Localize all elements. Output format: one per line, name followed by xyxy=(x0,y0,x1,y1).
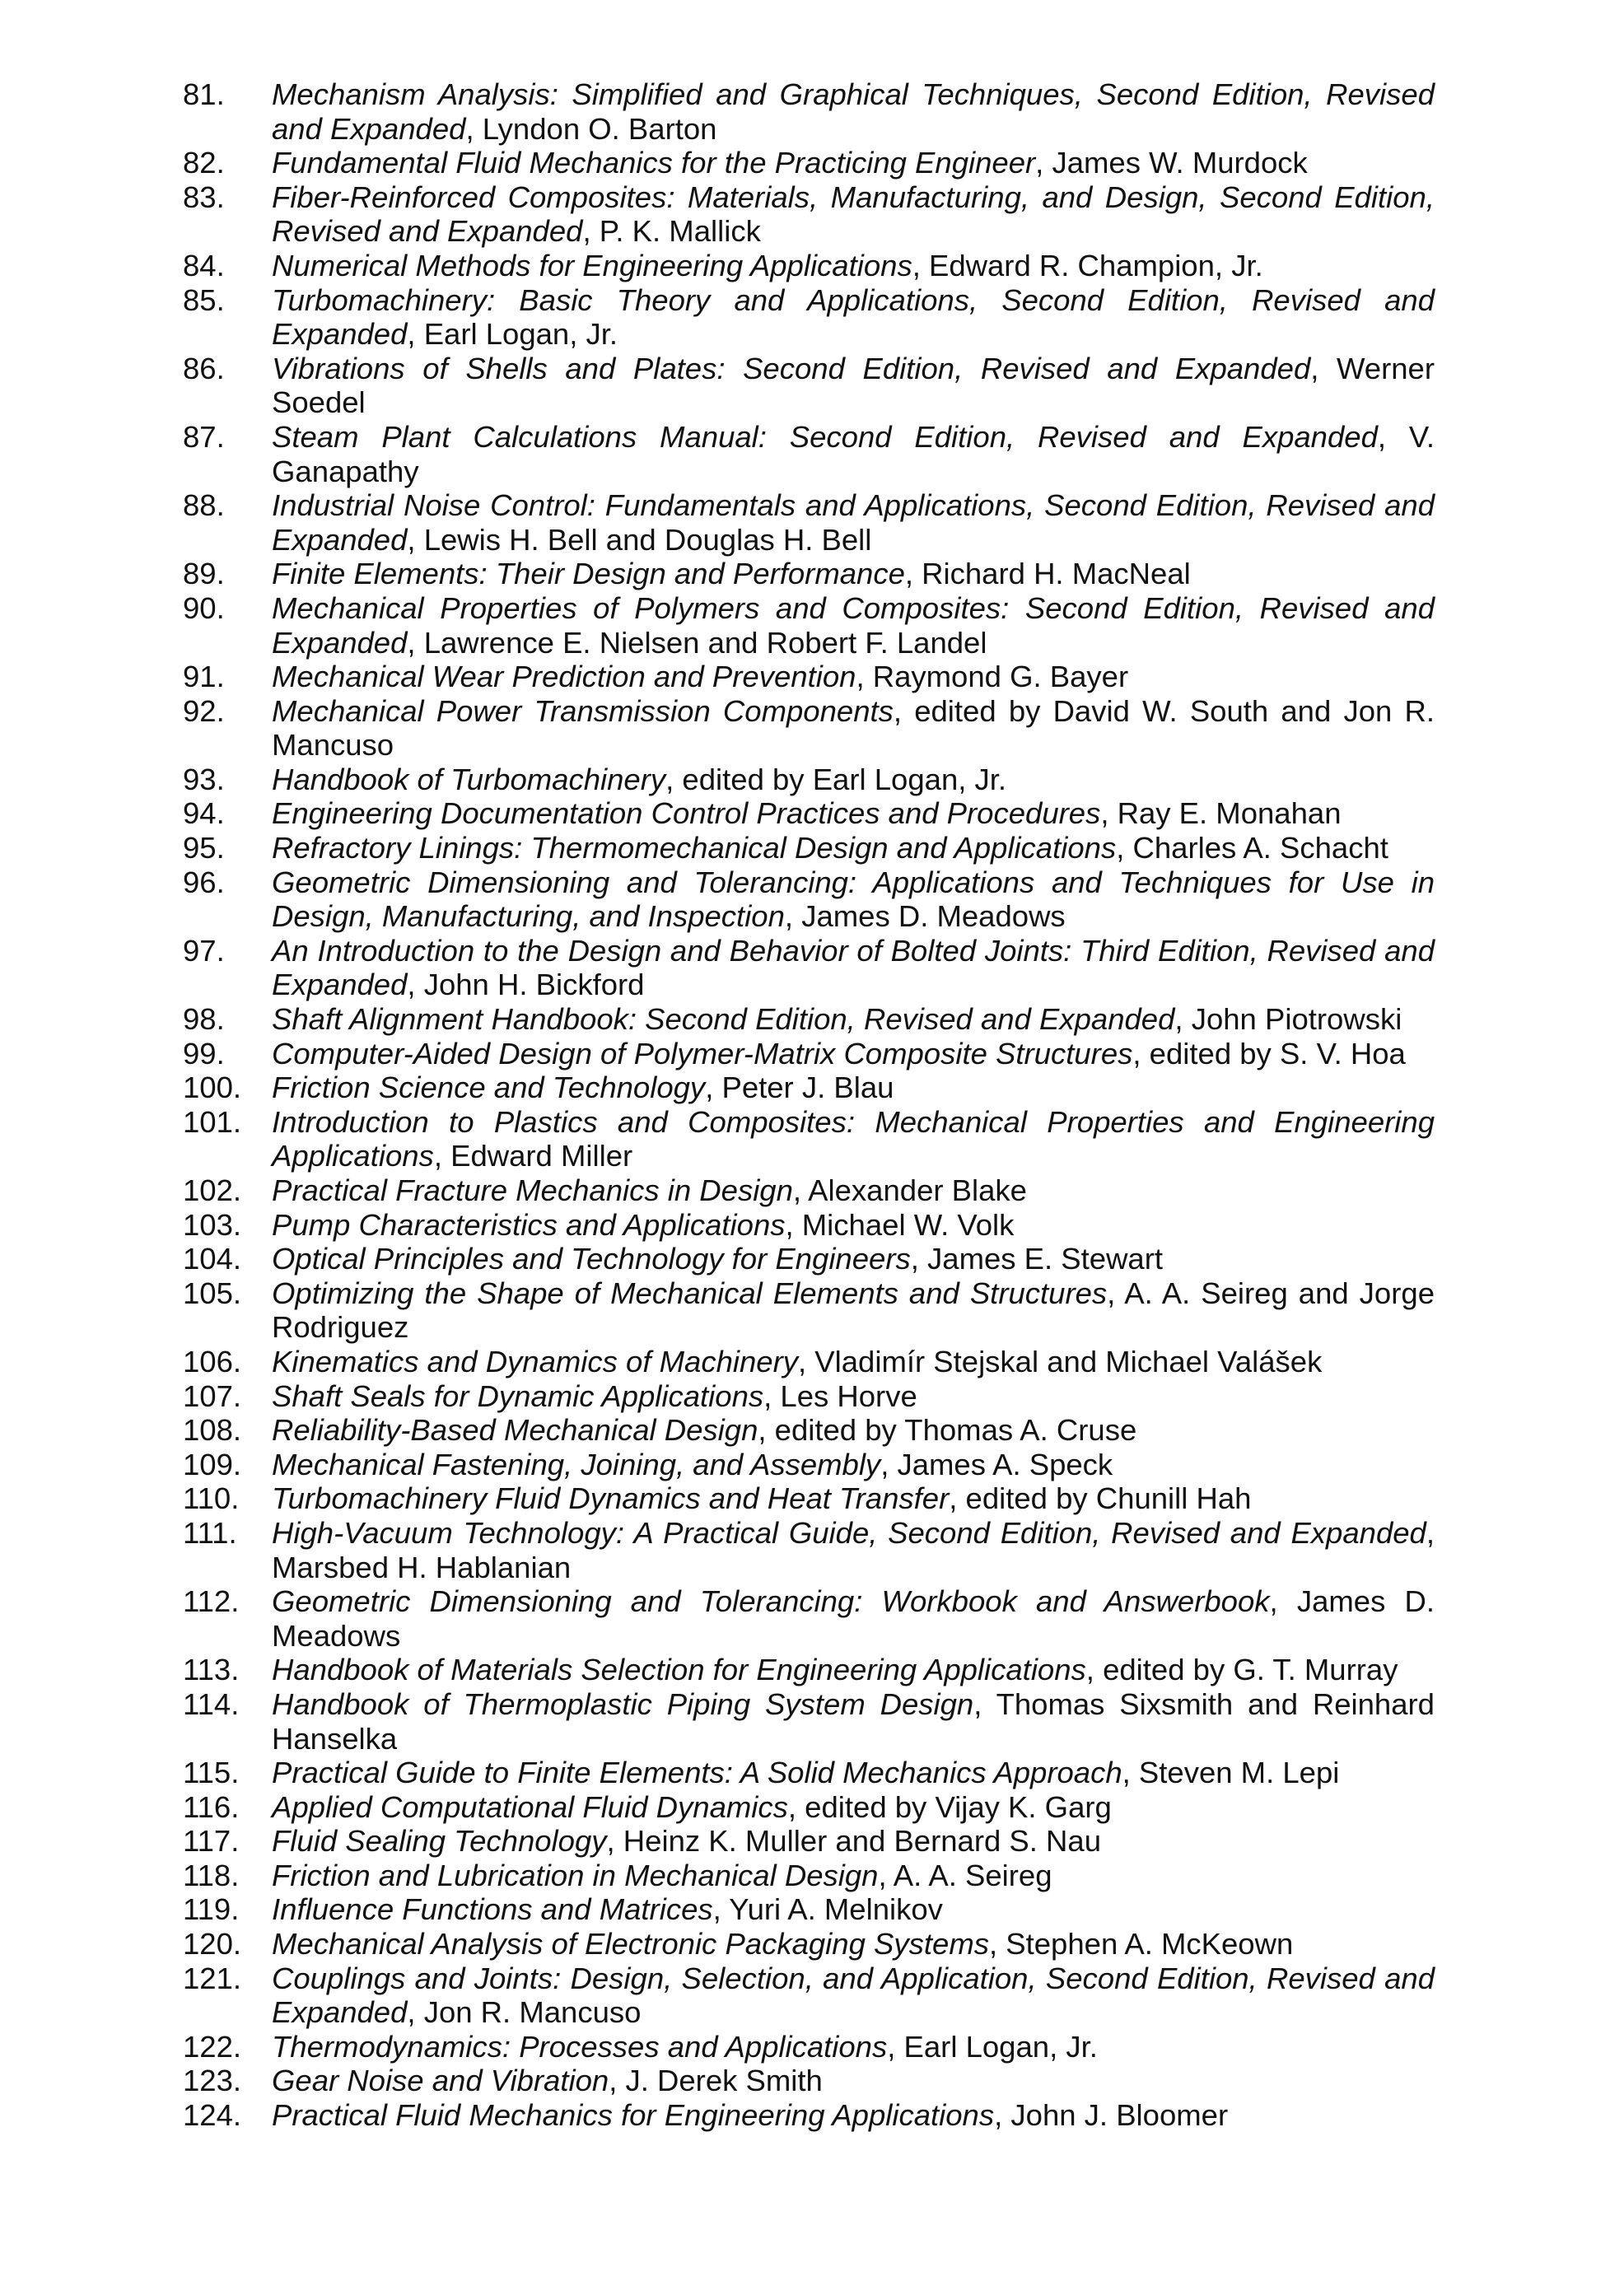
entry-authors: , A. A. Seireg and Jorge Rodriguez xyxy=(272,1276,1435,1345)
entry-title: Applied Computational Fluid Dynamics xyxy=(272,1789,788,1824)
entry-authors: , Ray E. Monahan xyxy=(1100,796,1342,831)
list-item xyxy=(183,934,1435,1002)
list-item xyxy=(183,1105,1435,1173)
entry-number: 82. xyxy=(183,146,225,180)
entry-authors: , Edward Miller xyxy=(433,1139,633,1173)
list-item xyxy=(183,146,1435,180)
entry-number: 107. xyxy=(183,1378,242,1413)
entry-title: High-Vacuum Technology: A Practical Guide, Second Edition, Revised and Expanded xyxy=(272,1515,1426,1550)
entry-authors: , Lyndon O. Barton xyxy=(465,111,717,146)
list-item xyxy=(183,1584,1435,1653)
entry-authors: , edited by Thomas A. Cruse xyxy=(758,1413,1137,1448)
book-series-list xyxy=(183,77,1435,2133)
entry-authors: , Peter J. Blau xyxy=(705,1071,894,1105)
entry-number: 99. xyxy=(183,1036,225,1071)
entry-authors: , Richard H. MacNeal xyxy=(904,557,1191,591)
entry-number: 81. xyxy=(183,77,225,111)
list-item xyxy=(183,2098,1435,2133)
entry-title: Steam Plant Calculations Manual: Second Edition, Revised and Expanded xyxy=(272,419,1378,454)
entry-authors: , Raymond G. Bayer xyxy=(856,660,1129,694)
entry-title: Shaft Seals for Dynamic Applications xyxy=(272,1378,764,1413)
entry-title: Mechanical Properties of Polymers and Composites: Second Edition, Revised and Expanded xyxy=(272,590,1435,660)
list-item xyxy=(183,249,1435,283)
entry-title: Couplings and Joints: Design, Selection, and Application, Second Edition, Revised and Expanded xyxy=(272,1961,1435,2030)
entry-authors: , edited by Chunill Hah xyxy=(949,1481,1252,1516)
list-item xyxy=(183,1071,1435,1105)
entry-title: Mechanical Analysis of Electronic Packaging Systems xyxy=(272,1927,989,1961)
entry-authors: , Thomas Sixsmith and Reinhard Hanselka xyxy=(272,1686,1435,1756)
list-item xyxy=(183,1756,1435,1790)
entry-title: Fiber-Reinforced Composites: Materials, Manufacturing, and Design, Second Edition, Revised and Expanded xyxy=(272,180,1435,249)
entry-title: Practical Fluid Mechanics for Engineering Applications xyxy=(272,2098,995,2133)
entry-number: 115. xyxy=(183,1756,240,1790)
entry-authors: , Steven M. Lepi xyxy=(1122,1756,1340,1790)
entry-authors: , Yuri A. Melnikov xyxy=(712,1892,943,1927)
list-item xyxy=(183,865,1435,934)
entry-number: 95. xyxy=(183,831,225,865)
entry-number: 85. xyxy=(183,282,225,317)
entry-authors: , Earl Logan, Jr. xyxy=(887,2029,1098,2064)
entry-number: 96. xyxy=(183,865,225,899)
entry-number: 118. xyxy=(183,1858,240,1892)
entry-title: Pump Characteristics and Applications xyxy=(272,1207,786,1242)
entry-number: 91. xyxy=(183,660,225,694)
entry-authors: , Jon R. Mancuso xyxy=(407,1995,642,2030)
entry-title: Practical Fracture Mechanics in Design xyxy=(272,1173,793,1207)
entry-title: Turbomachinery Fluid Dynamics and Heat Transfer xyxy=(272,1481,950,1516)
entry-number: 124. xyxy=(183,2098,242,2133)
entry-title: Numerical Methods for Engineering Applications xyxy=(272,248,912,282)
entry-authors: , A. A. Seireg xyxy=(878,1858,1052,1892)
list-item xyxy=(183,283,1435,352)
list-item xyxy=(183,1448,1435,1482)
entry-number: 105. xyxy=(183,1276,242,1310)
entry-title: Vibrations of Shells and Plates: Second Edition, Revised and Expanded xyxy=(272,351,1311,385)
entry-authors: , Werner Soedel xyxy=(272,351,1435,420)
entry-title: Fluid Sealing Technology xyxy=(272,1824,607,1859)
entry-title: An Introduction to the Design and Behavior of Bolted Joints: Third Edition, Revised and Expanded xyxy=(272,933,1435,1002)
entry-authors: , John Piotrowski xyxy=(1174,1002,1402,1037)
list-item xyxy=(183,1173,1435,1208)
list-item xyxy=(183,660,1435,694)
entry-authors: , edited by Earl Logan, Jr. xyxy=(665,762,1007,796)
list-item xyxy=(183,1276,1435,1345)
entry-title: Refractory Linings: Thermomechanical Design and Applications xyxy=(272,831,1117,865)
entry-number: 111. xyxy=(183,1515,237,1550)
entry-authors: , edited by David W. South and Jon R. Mancuso xyxy=(272,693,1435,763)
list-item xyxy=(183,1653,1435,1687)
entry-number: 87. xyxy=(183,419,225,454)
entry-authors: , James W. Murdock xyxy=(1035,146,1308,180)
entry-title: Introduction to Plastics and Composites: Mechanical Properties and Engineering Applications xyxy=(272,1104,1435,1173)
entry-number: 103. xyxy=(183,1207,242,1242)
entry-title: Optical Principles and Technology for Engineers xyxy=(272,1242,911,1276)
entry-number: 113. xyxy=(183,1653,240,1687)
entry-title: Geometric Dimensioning and Tolerancing: Applications and Techniques for Use in Design, Manufacturing, and Inspection xyxy=(272,865,1435,934)
list-item xyxy=(183,1208,1435,1243)
entry-title: Influence Functions and Matrices xyxy=(272,1892,713,1927)
list-item xyxy=(183,77,1435,146)
entry-authors: , Michael W. Volk xyxy=(785,1207,1015,1242)
entry-title: Kinematics and Dynamics of Machinery xyxy=(272,1344,798,1378)
list-item xyxy=(183,1037,1435,1071)
entry-number: 108. xyxy=(183,1413,242,1448)
list-item xyxy=(183,1413,1435,1448)
entry-title: Practical Guide to Finite Elements: A Solid Mechanics Approach xyxy=(272,1756,1122,1790)
list-item xyxy=(183,1379,1435,1414)
entry-number: 112. xyxy=(183,1584,240,1619)
entry-authors: , Charles A. Schacht xyxy=(1116,831,1388,865)
list-item xyxy=(183,1345,1435,1379)
list-item xyxy=(183,1687,1435,1756)
entry-title: Reliability-Based Mechanical Design xyxy=(272,1413,758,1448)
list-item xyxy=(183,2064,1435,2098)
entry-authors: , Earl Logan, Jr. xyxy=(407,317,618,352)
entry-title: Handbook of Thermoplastic Piping System Design xyxy=(272,1686,974,1721)
list-item xyxy=(183,1892,1435,1927)
list-item xyxy=(183,1242,1435,1276)
entry-title: Thermodynamics: Processes and Applications xyxy=(272,2029,888,2064)
entry-title: Computer-Aided Design of Polymer-Matrix Composite Structures xyxy=(272,1036,1133,1071)
list-item xyxy=(183,1824,1435,1859)
entry-authors: , Alexander Blake xyxy=(792,1173,1027,1207)
entry-authors: , James D. Meadows xyxy=(272,1584,1435,1653)
entry-number: 84. xyxy=(183,248,225,282)
list-item xyxy=(183,1481,1435,1516)
entry-title: Handbook of Materials Selection for Engineering Applications xyxy=(272,1653,1086,1687)
entry-title: Friction Science and Technology xyxy=(272,1071,706,1105)
entry-number: 123. xyxy=(183,2064,242,2098)
entry-number: 101. xyxy=(183,1104,242,1139)
list-item xyxy=(183,352,1435,420)
entry-title: Geometric Dimensioning and Tolerancing: Workbook and Answerbook xyxy=(272,1584,1270,1619)
list-item xyxy=(183,180,1435,249)
list-item xyxy=(183,591,1435,660)
entry-authors: , James A. Speck xyxy=(880,1447,1113,1481)
entry-authors: , Les Horve xyxy=(763,1378,917,1413)
entry-number: 90. xyxy=(183,590,225,625)
entry-title: Mechanism Analysis: Simplified and Graphical Techniques, Second Edition, Revised and Expanded xyxy=(272,77,1435,146)
entry-number: 106. xyxy=(183,1344,242,1378)
entry-title: Finite Elements: Their Design and Performance xyxy=(272,557,905,591)
list-item xyxy=(183,1927,1435,1961)
entry-title: Mechanical Wear Prediction and Prevention xyxy=(272,660,856,694)
entry-authors: , J. Derek Smith xyxy=(609,2064,823,2098)
entry-authors: , Vladimír Stejskal and Michael Valášek xyxy=(798,1344,1323,1378)
entry-title: Engineering Documentation Control Practices and Procedures xyxy=(272,796,1101,831)
entry-authors: , John H. Bickford xyxy=(407,968,645,1002)
entry-authors: , Edward R. Champion, Jr. xyxy=(912,248,1263,282)
entry-number: 119. xyxy=(183,1892,240,1927)
entry-number: 102. xyxy=(183,1173,242,1207)
list-item xyxy=(183,420,1435,488)
entry-number: 109. xyxy=(183,1447,242,1481)
entry-number: 86. xyxy=(183,351,225,385)
entry-number: 117. xyxy=(183,1824,240,1859)
entry-number: 97. xyxy=(183,933,225,968)
entry-authors: , Stephen A. McKeown xyxy=(988,1927,1294,1961)
entry-authors: , John J. Bloomer xyxy=(994,2098,1229,2133)
list-item xyxy=(183,694,1435,763)
list-item xyxy=(183,1002,1435,1037)
entry-number: 94. xyxy=(183,796,225,831)
entry-number: 83. xyxy=(183,180,225,214)
entry-number: 120. xyxy=(183,1927,242,1961)
entry-title: Mechanical Power Transmission Components xyxy=(272,693,894,728)
entry-authors: , James E. Stewart xyxy=(910,1242,1164,1276)
entry-number: 100. xyxy=(183,1071,242,1105)
entry-authors: , Heinz K. Muller and Bernard S. Nau xyxy=(606,1824,1102,1859)
entry-authors: , James D. Meadows xyxy=(784,899,1066,934)
entry-number: 121. xyxy=(183,1961,242,1995)
entry-authors: , edited by Vijay K. Garg xyxy=(787,1789,1112,1824)
list-item xyxy=(183,763,1435,797)
entry-number: 92. xyxy=(183,693,225,728)
entry-title: Fundamental Fluid Mechanics for the Practicing Engineer xyxy=(272,146,1036,180)
entry-authors: , P. K. Mallick xyxy=(582,214,761,249)
entry-title: Handbook of Turbomachinery xyxy=(272,762,666,796)
entry-authors: , Lewis H. Bell and Douglas H. Bell xyxy=(407,522,872,557)
entry-authors: , edited by G. T. Murray xyxy=(1085,1653,1398,1687)
list-item xyxy=(183,1790,1435,1825)
entry-number: 122. xyxy=(183,2029,242,2064)
entry-authors: , V. Ganapathy xyxy=(272,419,1435,488)
entry-title: Mechanical Fastening, Joining, and Assembly xyxy=(272,1447,881,1481)
list-item xyxy=(183,2030,1435,2064)
entry-number: 116. xyxy=(183,1789,240,1824)
entry-title: Industrial Noise Control: Fundamentals and Applications, Second Edition, Revised and Expanded xyxy=(272,488,1435,557)
list-item xyxy=(183,1859,1435,1893)
entry-authors: , Marsbed H. Hablanian xyxy=(272,1515,1435,1584)
list-item xyxy=(183,796,1435,831)
entry-number: 89. xyxy=(183,557,225,591)
list-item xyxy=(183,488,1435,557)
entry-number: 93. xyxy=(183,762,225,796)
entry-title: Shaft Alignment Handbook: Second Edition, Revised and Expanded xyxy=(272,1002,1175,1037)
entry-authors: , edited by S. V. Hoa xyxy=(1132,1036,1406,1071)
entry-title: Turbomachinery: Basic Theory and Applications, Second Edition, Revised and Expanded xyxy=(272,282,1435,352)
entry-number: 98. xyxy=(183,1002,225,1037)
entry-title: Gear Noise and Vibration xyxy=(272,2064,609,2098)
list-item xyxy=(183,557,1435,591)
entry-authors: , Lawrence E. Nielsen and Robert F. Landel xyxy=(407,625,987,660)
entry-title: Optimizing the Shape of Mechanical Elements and Structures xyxy=(272,1276,1108,1310)
list-item xyxy=(183,831,1435,865)
entry-number: 114. xyxy=(183,1686,240,1721)
entry-number: 88. xyxy=(183,488,225,523)
list-item xyxy=(183,1516,1435,1584)
list-item xyxy=(183,1961,1435,2030)
entry-number: 104. xyxy=(183,1242,242,1276)
entry-number: 110. xyxy=(183,1481,240,1516)
entry-title: Friction and Lubrication in Mechanical Design xyxy=(272,1858,879,1892)
